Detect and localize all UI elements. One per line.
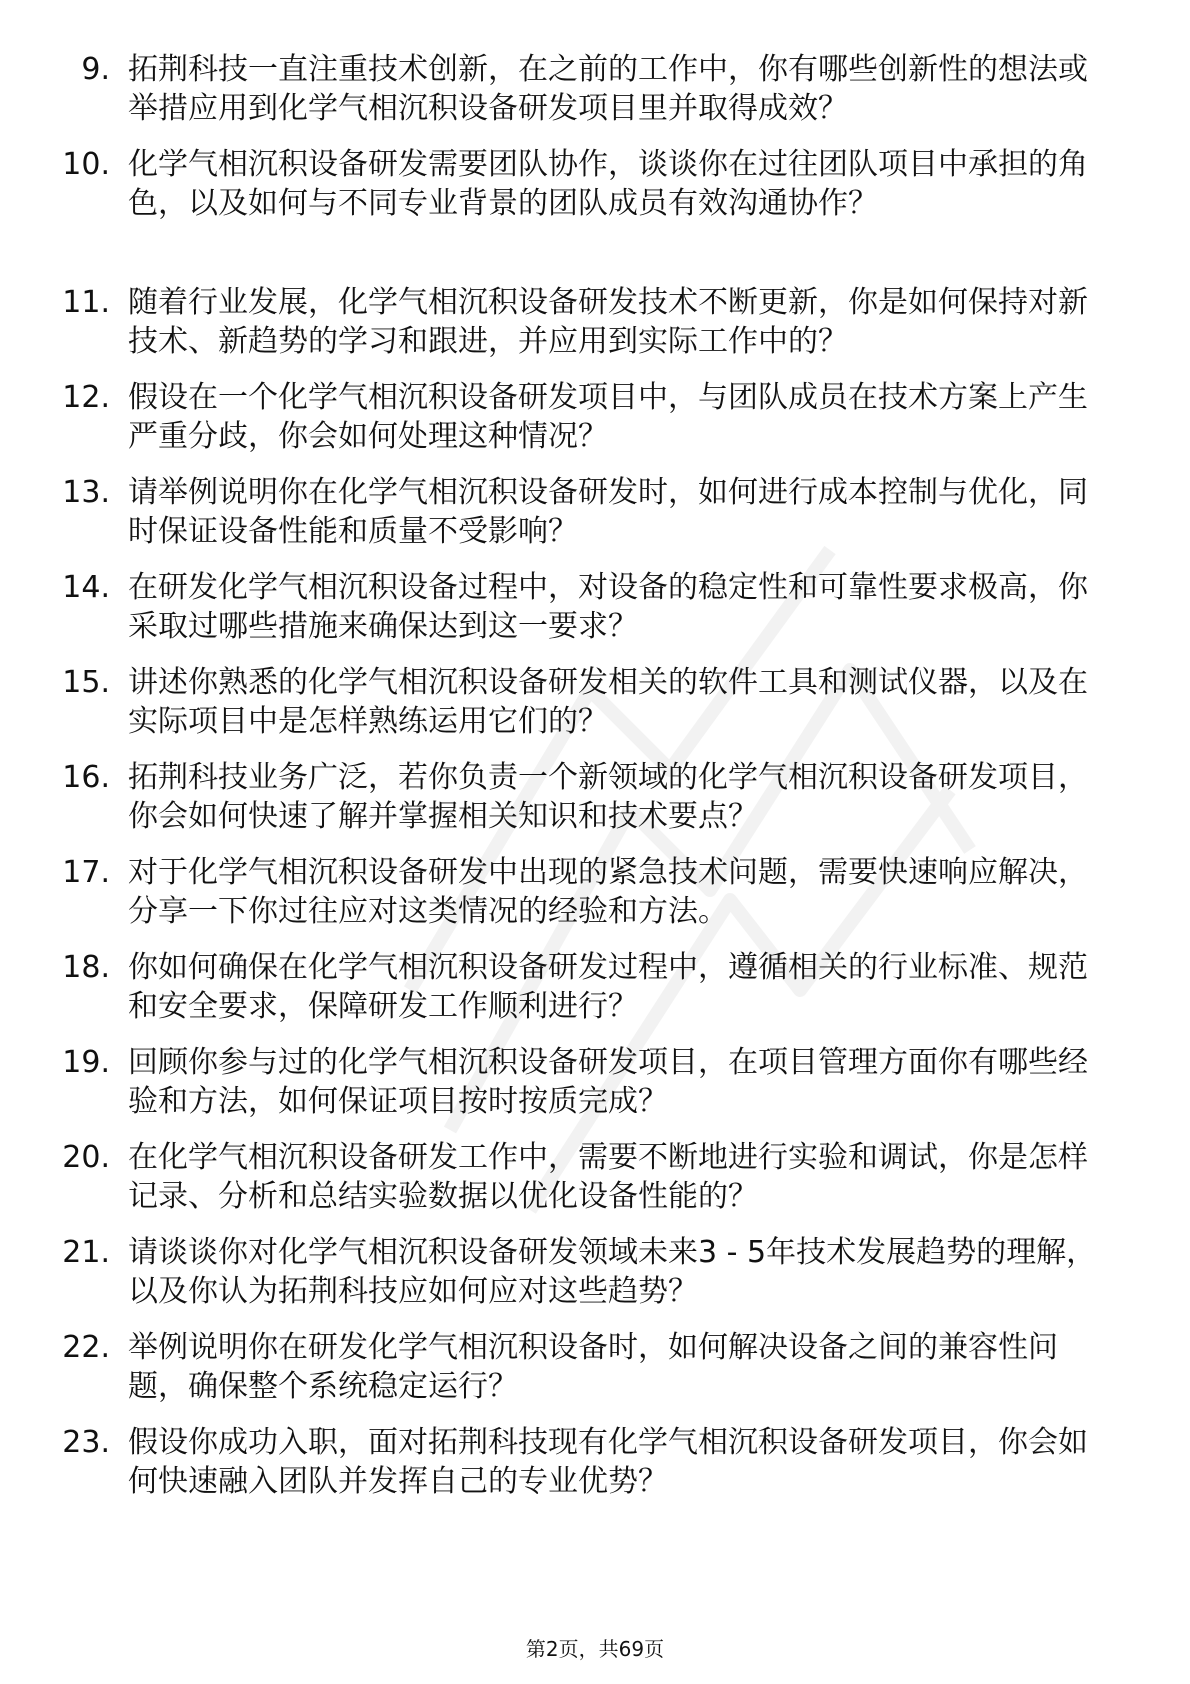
question-number: 18. [62, 950, 110, 985]
page-number-label: 第2页，共69页 [525, 1637, 665, 1661]
question-text: 随着行业发展，化学气相沉积设备研发技术不断更新，你是如何保持对新技术、新趋势的学习和跟进，并应用到实际工作中的？ [128, 285, 1088, 359]
question-number: 13. [62, 475, 110, 510]
question-number: 23. [62, 1425, 110, 1460]
question-number: 10. [62, 147, 110, 182]
question-text: 拓荆科技业务广泛，若你负责一个新领域的化学气相沉积设备研发项目，你会如何快速了解并掌握相关知识和技术要点？ [128, 760, 1088, 834]
question-text: 回顾你参与过的化学气相沉积设备研发项目，在项目管理方面你有哪些经验和方法，如何保证项目按时按质完成？ [128, 1045, 1088, 1119]
question-text: 化学气相沉积设备研发需要团队协作，谈谈你在过往团队项目中承担的角色，以及如何与不同专业背景的团队成员有效沟通协作？ [128, 147, 1088, 221]
question-text: 举例说明你在研发化学气相沉积设备时，如何解决设备之间的兼容性问题，确保整个系统稳定运行？ [128, 1330, 1058, 1404]
question-text: 在化学气相沉积设备研发工作中，需要不断地进行实验和调试，你是怎样记录、分析和总结实验数据以优化设备性能的？ [128, 1140, 1088, 1214]
question-number: 22. [62, 1330, 110, 1365]
question-number: 16. [62, 760, 110, 795]
question-text: 假设在一个化学气相沉积设备研发项目中，与团队成员在技术方案上产生严重分歧，你会如何处理这种情况？ [128, 380, 1088, 454]
question-text: 请谈谈你对化学气相沉积设备研发领域未来3 - 5年技术发展趋势的理解，以及你认为拓荆科技应如何应对这些趋势？ [128, 1235, 1097, 1309]
question-number: 17. [62, 855, 110, 890]
question-text: 请举例说明你在化学气相沉积设备研发时，如何进行成本控制与优化，同时保证设备性能和质量不受影响？ [128, 475, 1088, 549]
question-number: 21. [62, 1235, 110, 1270]
question-text: 讲述你熟悉的化学气相沉积设备研发相关的软件工具和测试仪器，以及在实际项目中是怎样熟练运用它们的？ [128, 665, 1088, 739]
question-text: 拓荆科技一直注重技术创新，在之前的工作中，你有哪些创新性的想法或举措应用到化学气相沉积设备研发项目里并取得成效？ [128, 52, 1088, 126]
question-number: 9. [81, 52, 110, 87]
question-text: 对于化学气相沉积设备研发中出现的紧急技术问题，需要快速响应解决，分享一下你过往应对这类情况的经验和方法。 [128, 855, 1088, 929]
question-number: 11. [62, 285, 110, 320]
question-text: 在研发化学气相沉积设备过程中，对设备的稳定性和可靠性要求极高，你采取过哪些措施来确保达到这一要求？ [128, 570, 1088, 644]
question-number: 20. [62, 1140, 110, 1175]
question-text: 假设你成功入职，面对拓荆科技现有化学气相沉积设备研发项目，你会如何快速融入团队并发挥自己的专业优势？ [128, 1425, 1088, 1499]
question-number: 12. [62, 380, 110, 415]
question-number: 19. [62, 1045, 110, 1080]
question-text: 你如何确保在化学气相沉积设备研发过程中，遵循相关的行业标准、规范和安全要求，保障研发工作顺利进行？ [128, 950, 1088, 1024]
question-number: 15. [62, 665, 110, 700]
question-number: 14. [62, 570, 110, 605]
page-footer [0, 1636, 1190, 1662]
